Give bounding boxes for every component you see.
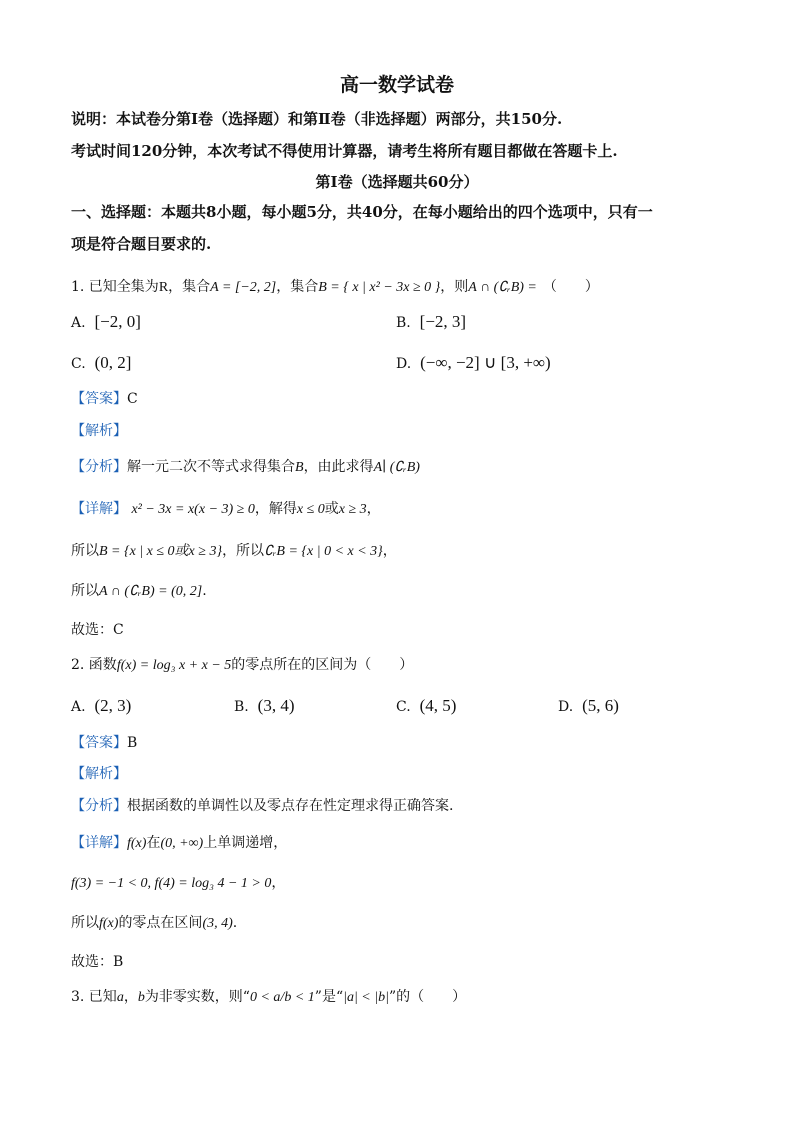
answer-value: C <box>127 391 138 407</box>
option-label: D. <box>558 699 574 715</box>
q2-answer <box>71 733 137 753</box>
q2-option-b <box>234 696 294 717</box>
detail-math: x ≤ 0 <box>296 502 325 517</box>
page-title: 高一数学试卷 <box>339 74 454 96</box>
detail-text: 所以 <box>71 915 99 931</box>
option-value: (4, 5) <box>419 696 457 715</box>
q1-text: ，集合 <box>168 279 211 295</box>
option-label: B. <box>396 315 411 331</box>
question-3-stem <box>71 987 466 1008</box>
detail-text: 所以 <box>71 583 99 599</box>
fenxi-math: A∣ (∁ᵣB) <box>373 460 420 475</box>
detail-tag: 【详解】 <box>71 835 127 851</box>
q1-expression: A ∩ (∁ᵣB) = <box>468 280 537 295</box>
detail-math: (3, 4) <box>202 916 233 931</box>
question-2-stem <box>71 655 413 676</box>
option-value: (0, 2] <box>94 353 132 372</box>
option-value: (−∞, −2] ∪ [3, +∞) <box>420 353 551 372</box>
detail-math: B = {x | x ≤ 0或x ≥ 3} <box>99 544 223 559</box>
q3-var-b: b <box>137 990 145 1005</box>
q1-set-a: A = [−2, 2] <box>210 280 277 295</box>
q1-final: 故选：C <box>71 622 124 638</box>
q2-detail-line2 <box>71 873 285 894</box>
exam-note-1: 说明：本试卷分第Ⅰ卷（选择题）和第Ⅱ卷（非选择题）两部分，共150分. <box>71 110 563 128</box>
q1-text: ，集合 <box>276 279 319 295</box>
fenxi-math: B <box>295 460 304 475</box>
q3-var-a: a <box>116 990 124 1005</box>
answer-tag: 【答案】 <box>71 391 127 407</box>
answer-value: B <box>127 735 138 751</box>
q1-detail-line2 <box>71 541 397 562</box>
q1-jiexi <box>71 421 127 441</box>
q1-detail-line3 <box>71 581 207 602</box>
q2-option-c <box>396 696 456 717</box>
detail-text: ，所以 <box>222 543 265 559</box>
q1-text: ，则 <box>440 279 469 295</box>
detail-math: f(x) <box>99 916 119 931</box>
q1-fenxi <box>71 457 420 478</box>
q1-detail-line1 <box>71 499 381 520</box>
detail-text: . <box>202 583 207 599</box>
detail-math: f(x) <box>127 836 147 851</box>
answer-tag: 【答案】 <box>71 735 127 751</box>
q3-text: ， <box>123 989 138 1005</box>
fenxi-text: 解一元二次不等式求得集合 <box>127 459 295 475</box>
section-heading: 第Ⅰ卷（选择题共60分） <box>315 173 479 191</box>
option-value: [−2, 0] <box>94 312 141 331</box>
q1-option-a <box>71 312 141 333</box>
q3-text: 为非零实数，则“ <box>144 989 250 1005</box>
detail-text: 或 <box>324 501 339 517</box>
fenxi-text: ，由此求得 <box>303 459 374 475</box>
q1-universe: R <box>158 280 169 295</box>
exam-note-2: 考试时间120分钟，本次考试不得使用计算器，请考生将所有题目都做在答题卡上. <box>71 142 618 160</box>
q3-text: 3. 已知 <box>71 989 117 1005</box>
q1-option-c <box>71 353 131 374</box>
detail-math: f(3) = −1 < 0, f(4) = log₃ 4 − 1 > 0 <box>71 876 272 891</box>
q2-final: 故选：B <box>71 954 124 970</box>
q2-detail-line3 <box>71 913 237 934</box>
q1-option-d <box>396 353 551 374</box>
detail-tag: 【详解】 <box>71 501 127 517</box>
q1-answer <box>71 389 138 409</box>
q2-text: 2. 函数 <box>71 657 117 673</box>
detail-text: 上单调递增， <box>203 835 288 851</box>
detail-math: A ∩ (∁ᵣB) = (0, 2] <box>99 584 203 599</box>
detail-math: x² − 3x = x(x − 3) ≥ 0 <box>131 502 255 517</box>
option-label: C. <box>396 699 411 715</box>
detail-math: x ≥ 3 <box>338 502 367 517</box>
q2-text: 的零点所在的区间为（ ） <box>231 657 414 673</box>
detail-math: (0, +∞) <box>160 836 204 851</box>
part-instructions-line2: 项是符合题目要求的. <box>71 235 212 253</box>
analysis-tag: 【解析】 <box>71 766 127 782</box>
detail-text: ，解得 <box>254 501 297 517</box>
question-1-stem <box>71 277 599 298</box>
detail-text: ， <box>382 543 397 559</box>
fenxi-text: 根据函数的单调性以及零点存在性定理求得正确答案. <box>127 798 454 814</box>
option-value: (2, 3) <box>94 696 132 715</box>
detail-text: ， <box>271 875 286 891</box>
part-instructions-line1: 一、选择题：本题共8小题，每小题5分，共40分，在每小题给出的四个选项中，只有一 <box>71 203 653 221</box>
option-label: C. <box>71 356 86 372</box>
q1-text: 1. 已知全集为 <box>71 279 159 295</box>
q1-answer-blank: （ ） <box>542 279 599 295</box>
option-value: (5, 6) <box>582 696 619 715</box>
q3-condition-2: |a| < |b| <box>343 990 389 1005</box>
q2-option-d <box>558 696 619 717</box>
q3-condition-1: 0 < a/b < 1 <box>249 990 315 1005</box>
q3-text: ”是“ <box>314 989 344 1005</box>
detail-text: 所以 <box>71 543 99 559</box>
q2-detail-line1 <box>71 833 287 854</box>
option-label: A. <box>71 699 86 715</box>
q2-option-a <box>71 696 131 717</box>
option-value: [−2, 3] <box>419 312 467 331</box>
q1-set-b: B = { x | x² − 3x ≥ 0 } <box>318 280 441 295</box>
fenxi-tag: 【分析】 <box>71 459 127 475</box>
option-label: B. <box>234 699 249 715</box>
fenxi-tag: 【分析】 <box>71 798 127 814</box>
detail-math: ∁ᵣB = {x | 0 < x < 3} <box>264 544 383 559</box>
detail-text: . <box>232 915 238 931</box>
q2-function: f(x) = log₃ x + x − 5 <box>116 658 232 673</box>
option-label: D. <box>396 356 412 372</box>
detail-text: 在 <box>146 835 161 851</box>
detail-text: 的零点在区间 <box>118 915 203 931</box>
q2-jiexi <box>71 764 127 784</box>
q3-text: ”的（ ） <box>388 989 467 1005</box>
option-label: A. <box>71 315 86 331</box>
detail-text: ， <box>366 501 381 517</box>
analysis-tag: 【解析】 <box>71 423 127 439</box>
option-value: (3, 4) <box>257 696 295 715</box>
q2-fenxi <box>71 796 453 816</box>
q1-option-b <box>396 312 466 333</box>
